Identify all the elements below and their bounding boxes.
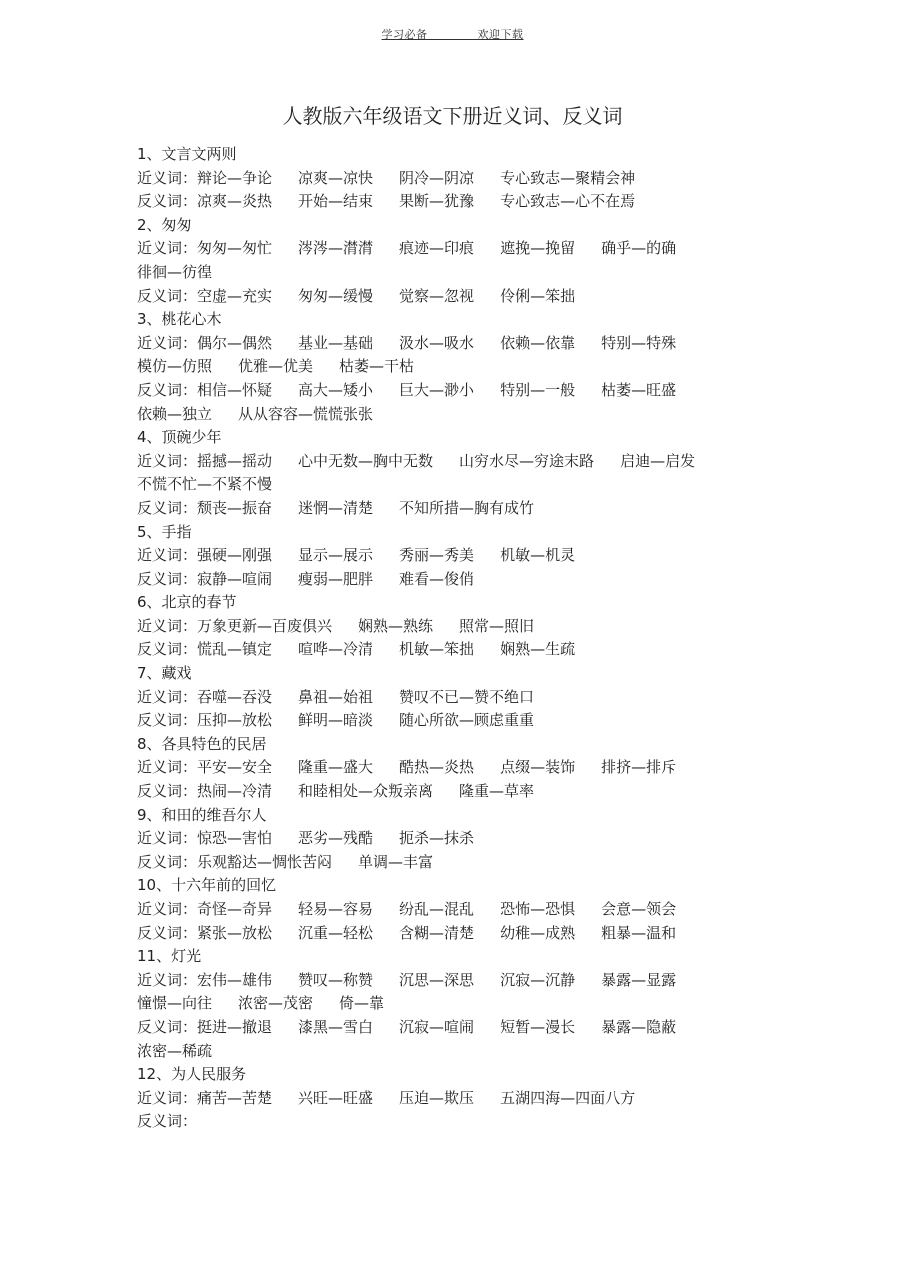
word-pair: 沉重—轻松 bbox=[298, 923, 374, 942]
lesson-heading: 8、各具特色的民居 bbox=[137, 734, 267, 753]
word-pair: 凉爽—凉快 bbox=[298, 168, 374, 187]
word-pair: 徘徊—彷徨 bbox=[137, 262, 213, 281]
word-pair-row bbox=[137, 403, 777, 427]
word-pair: 偶尔—偶然 bbox=[197, 333, 273, 352]
word-pair: 热闹—冷清 bbox=[197, 782, 273, 801]
page-header: 学习必备 ＿＿＿＿欢迎下载 bbox=[381, 28, 524, 41]
word-pair: 娴熟—生疏 bbox=[500, 640, 576, 659]
word-pair: 酷热—炎热 bbox=[399, 758, 475, 777]
word-pair-row bbox=[137, 756, 777, 780]
word-pair: 沉思—深思 bbox=[399, 970, 475, 989]
word-pair: 巨大—渺小 bbox=[399, 380, 475, 399]
word-pair: 暴露—隐蔽 bbox=[601, 1017, 677, 1036]
word-pair-row bbox=[137, 1110, 777, 1134]
word-pair: 辩论—争论 bbox=[197, 168, 273, 187]
word-pair: 汲水—吸水 bbox=[399, 333, 475, 352]
word-pair: 鼻祖—始祖 bbox=[298, 687, 374, 706]
word-pair: 粗暴—温和 bbox=[601, 923, 677, 942]
lesson-heading: 5、手指 bbox=[137, 522, 192, 541]
row-label: 近义词： bbox=[137, 168, 198, 187]
lesson-heading: 4、顶碗少年 bbox=[137, 428, 222, 447]
row-label: 近义词： bbox=[137, 829, 198, 848]
word-pair: 奇怪—奇异 bbox=[197, 900, 273, 918]
word-pair: 特别—一般 bbox=[500, 380, 576, 399]
word-pair: 颓丧—振奋 bbox=[197, 498, 273, 517]
word-pair: 不慌不忙—不紧不慢 bbox=[137, 475, 273, 494]
row-label: 反义词： bbox=[137, 380, 198, 399]
lesson-heading: 1、文言文两则 bbox=[137, 145, 237, 163]
word-pair-row bbox=[137, 568, 777, 592]
word-pair-row bbox=[137, 686, 777, 710]
word-pair-row bbox=[137, 851, 777, 875]
word-pair: 沉寂—喧闹 bbox=[399, 1017, 475, 1036]
word-pair: 机敏—机灵 bbox=[500, 546, 576, 565]
word-pair-row bbox=[137, 827, 777, 851]
row-label: 反义词： bbox=[137, 640, 198, 659]
word-pair: 特别—特殊 bbox=[601, 333, 677, 352]
word-pair: 优雅—优美 bbox=[238, 357, 314, 376]
row-label: 近义词： bbox=[137, 970, 198, 989]
word-pair: 心中无数—胸中无数 bbox=[298, 451, 434, 470]
word-pair: 兴旺—旺盛 bbox=[298, 1088, 374, 1107]
word-pair: 痛苦—苦楚 bbox=[197, 1088, 273, 1107]
word-pair: 瘦弱—肥胖 bbox=[298, 569, 374, 588]
word-pair: 娴熟—熟练 bbox=[358, 616, 434, 635]
word-pair: 恶劣—残酷 bbox=[298, 829, 374, 848]
word-pair-row bbox=[137, 969, 777, 993]
row-label: 近义词： bbox=[137, 1088, 198, 1107]
word-pair-row bbox=[137, 709, 777, 733]
word-pair: 寂静—喧闹 bbox=[197, 569, 273, 588]
word-pair: 空虚—充实 bbox=[197, 286, 273, 305]
word-pair: 纷乱—混乱 bbox=[399, 900, 475, 918]
word-pair-row bbox=[137, 615, 777, 639]
word-pair: 匆匆—缓慢 bbox=[298, 286, 374, 305]
lesson-heading: 12、为人民服务 bbox=[137, 1065, 247, 1084]
word-pair: 轻易—容易 bbox=[298, 900, 374, 918]
word-pair: 万象更新—百废俱兴 bbox=[197, 616, 333, 635]
lesson-heading: 2、匆匆 bbox=[137, 215, 192, 234]
word-pair: 漆黑—雪白 bbox=[298, 1017, 374, 1036]
word-pair-row bbox=[137, 1040, 777, 1064]
word-pair: 开始—结束 bbox=[298, 192, 374, 211]
word-pair: 基业—基础 bbox=[298, 333, 374, 352]
word-pair: 遮挽—挽留 bbox=[500, 239, 576, 258]
word-pair: 匆匆—匆忙 bbox=[197, 239, 273, 258]
row-label: 近义词： bbox=[137, 900, 198, 918]
word-pair: 相信—怀疑 bbox=[197, 380, 273, 399]
word-pair: 乐观豁达—惆怅苦闷 bbox=[197, 852, 333, 871]
word-pair-row bbox=[137, 1016, 777, 1040]
row-label: 近义词： bbox=[137, 758, 198, 777]
word-pair: 点缀—装饰 bbox=[500, 758, 576, 777]
word-pair: 迷惘—清楚 bbox=[298, 498, 374, 517]
word-pair-row bbox=[137, 237, 777, 261]
word-pair-row bbox=[137, 379, 777, 403]
word-pair: 阴冷—阴凉 bbox=[399, 168, 475, 187]
word-pair: 含糊—清楚 bbox=[399, 923, 475, 942]
word-pair-row bbox=[137, 355, 777, 379]
word-pair: 紧张—放松 bbox=[197, 923, 273, 942]
word-pair: 排挤—排斥 bbox=[601, 758, 677, 777]
row-label: 近义词： bbox=[137, 616, 198, 635]
row-label: 近义词： bbox=[137, 333, 198, 352]
document-title: 人教版六年级语文下册近义词、反义词 bbox=[282, 104, 623, 128]
word-pair: 短暂—漫长 bbox=[500, 1017, 576, 1036]
row-label: 反义词： bbox=[137, 1112, 198, 1131]
word-pair: 不知所措—胸有成竹 bbox=[399, 498, 535, 517]
row-label: 反义词： bbox=[137, 1017, 198, 1036]
word-pair: 照常—照旧 bbox=[459, 616, 535, 635]
word-pair: 吞噬—吞没 bbox=[197, 687, 273, 706]
word-pair: 压迫—欺压 bbox=[399, 1088, 475, 1107]
word-pair: 隆重—盛大 bbox=[298, 758, 374, 777]
word-pair-row bbox=[137, 497, 777, 521]
word-pair: 确乎—的确 bbox=[601, 239, 677, 258]
word-pair: 强硬—刚强 bbox=[197, 546, 273, 565]
word-pair: 专心致志—聚精会神 bbox=[500, 168, 636, 187]
row-label: 近义词： bbox=[137, 451, 198, 470]
word-pair: 山穷水尽—穷途末路 bbox=[459, 451, 595, 470]
row-label: 反义词： bbox=[137, 498, 198, 517]
word-pair: 五湖四海—四面八方 bbox=[500, 1088, 636, 1107]
row-label: 反义词： bbox=[137, 192, 198, 211]
word-pair-row bbox=[137, 898, 777, 922]
word-pair-row bbox=[137, 332, 777, 356]
document-body bbox=[137, 143, 777, 1134]
word-pair: 倚—靠 bbox=[339, 994, 385, 1013]
word-pair: 摇撼—摇动 bbox=[197, 451, 273, 470]
word-pair: 浓密—稀疏 bbox=[137, 1041, 213, 1060]
row-label: 近义词： bbox=[137, 546, 198, 565]
word-pair: 暴露—显露 bbox=[601, 970, 677, 989]
word-pair: 凉爽—炎热 bbox=[197, 192, 273, 211]
word-pair-row bbox=[137, 992, 777, 1016]
word-pair: 秀丽—秀美 bbox=[399, 546, 475, 565]
word-pair: 憧憬—向往 bbox=[137, 994, 213, 1013]
row-label: 近义词： bbox=[137, 687, 198, 706]
word-pair: 扼杀—抹杀 bbox=[399, 829, 475, 848]
word-pair: 单调—丰富 bbox=[358, 852, 434, 871]
row-label: 反义词： bbox=[137, 852, 198, 871]
word-pair: 赞叹—称赞 bbox=[298, 970, 374, 989]
lesson-heading: 10、十六年前的回忆 bbox=[137, 876, 277, 895]
word-pair: 和睦相处—众叛亲离 bbox=[298, 782, 434, 801]
word-pair-row bbox=[137, 922, 777, 946]
word-pair-row bbox=[137, 780, 777, 804]
word-pair: 幼稚—成熟 bbox=[500, 923, 576, 942]
word-pair: 鲜明—暗淡 bbox=[298, 711, 374, 730]
word-pair: 痕迹—印痕 bbox=[399, 239, 475, 258]
word-pair: 宏伟—雄伟 bbox=[197, 970, 273, 989]
word-pair: 会意—领会 bbox=[601, 900, 677, 918]
word-pair: 恐怖—恐惧 bbox=[500, 900, 576, 918]
word-pair-row bbox=[137, 450, 777, 474]
word-pair-row bbox=[137, 544, 777, 568]
word-pair-row bbox=[137, 167, 777, 191]
word-pair: 挺进—撤退 bbox=[197, 1017, 273, 1036]
word-pair: 显示—展示 bbox=[298, 546, 374, 565]
word-pair: 专心致志—心不在焉 bbox=[500, 192, 636, 211]
word-pair: 依赖—独立 bbox=[137, 404, 213, 423]
row-label: 反义词： bbox=[137, 711, 198, 730]
word-pair: 隆重—草率 bbox=[459, 782, 535, 801]
word-pair: 沉寂—沉静 bbox=[500, 970, 576, 989]
word-pair: 从从容容—慌慌张张 bbox=[238, 404, 374, 423]
lesson-heading: 3、桃花心木 bbox=[137, 310, 222, 329]
lesson-heading: 9、和田的维吾尔人 bbox=[137, 805, 267, 824]
word-pair: 涔涔—潸潸 bbox=[298, 239, 374, 258]
word-pair: 枯萎—干枯 bbox=[339, 357, 415, 376]
word-pair: 高大—矮小 bbox=[298, 380, 374, 399]
row-label: 反义词： bbox=[137, 286, 198, 305]
row-label: 反义词： bbox=[137, 569, 198, 588]
word-pair: 伶俐—笨拙 bbox=[500, 286, 576, 305]
word-pair: 随心所欲—顾虑重重 bbox=[399, 711, 535, 730]
word-pair-row bbox=[137, 1087, 777, 1111]
word-pair-row bbox=[137, 261, 777, 285]
lesson-heading: 6、北京的春节 bbox=[137, 593, 237, 612]
word-pair-row bbox=[137, 638, 777, 662]
lesson-heading: 11、灯光 bbox=[137, 947, 202, 966]
word-pair: 慌乱—镇定 bbox=[197, 640, 273, 659]
row-label: 反义词： bbox=[137, 923, 198, 942]
word-pair-row bbox=[137, 473, 777, 497]
word-pair: 赞叹不已—赞不绝口 bbox=[399, 687, 535, 706]
word-pair: 浓密—茂密 bbox=[238, 994, 314, 1013]
word-pair: 启迪—启发 bbox=[620, 451, 696, 470]
word-pair-row bbox=[137, 285, 777, 309]
word-pair: 惊恐—害怕 bbox=[197, 829, 273, 848]
row-label: 反义词： bbox=[137, 782, 198, 801]
word-pair: 机敏—笨拙 bbox=[399, 640, 475, 659]
row-label: 近义词： bbox=[137, 239, 198, 258]
word-pair: 枯萎—旺盛 bbox=[601, 380, 677, 399]
word-pair: 依赖—依靠 bbox=[500, 333, 576, 352]
word-pair: 压抑—放松 bbox=[197, 711, 273, 730]
lesson-heading: 7、藏戏 bbox=[137, 664, 192, 683]
word-pair: 模仿—仿照 bbox=[137, 357, 213, 376]
word-pair: 喧哗—冷清 bbox=[298, 640, 374, 659]
word-pair: 难看—俊俏 bbox=[399, 569, 475, 588]
word-pair: 平安—安全 bbox=[197, 758, 273, 777]
word-pair-row bbox=[137, 190, 777, 214]
word-pair: 果断—犹豫 bbox=[399, 192, 475, 211]
word-pair: 觉察—忽视 bbox=[399, 286, 475, 305]
